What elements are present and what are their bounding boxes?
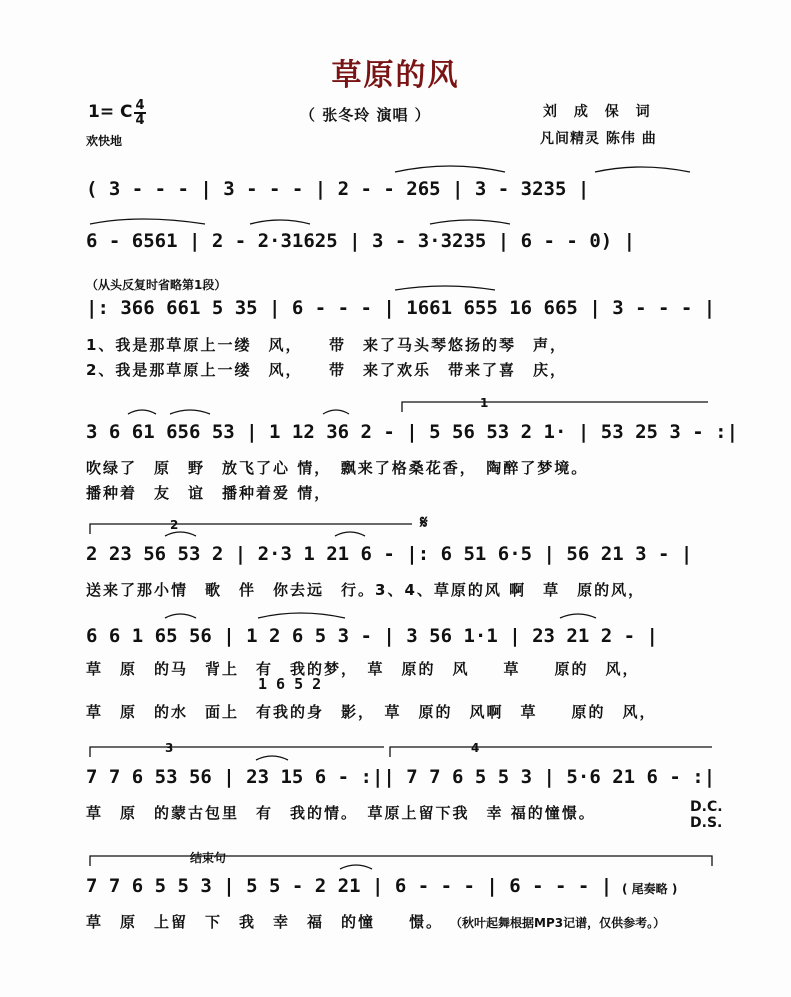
- dc-mark: D.C.: [690, 799, 723, 815]
- volta-4-label: 4: [471, 741, 480, 755]
- slur: [560, 614, 596, 618]
- notation-row-6: 6 6 1 65 56 | 1 2 6 5 3 - | 3 56 1·1 | 23 21 2 - |: [86, 625, 658, 647]
- slur: [430, 220, 510, 224]
- repeat-note: （从头反复时省略第1段）: [86, 278, 227, 292]
- slur: [595, 167, 690, 172]
- volta-1-label: 1: [480, 396, 489, 410]
- lyric-row-4-verse-2: 播种着 友 谊 播种着爱 情，: [86, 484, 332, 502]
- volta-1-bracket: [402, 402, 708, 412]
- slur: [395, 286, 495, 290]
- slur: [90, 219, 205, 224]
- volta-2-bracket: [90, 524, 412, 534]
- volta-2-label: 2: [170, 518, 179, 532]
- lyric-row-8: 草 原 上留 下 我 幸 福 的憧 憬。: [86, 913, 444, 931]
- lyric-row-7: 草 原 的蒙古包里 有 我的情。 草原上留下我 幸 福的憧憬。: [86, 804, 596, 822]
- lyricist-credit: 刘 成 保 词: [543, 104, 656, 120]
- time-signature-top: 4: [135, 98, 145, 113]
- volta-3-bracket: [90, 747, 384, 757]
- notation-row-3: |: 366 661 5 35 | 6 - - - | 1661 655 16 665 | 3 - - - |: [86, 297, 716, 319]
- slur: [250, 220, 310, 224]
- notation-row-7: 7 7 6 53 56 | 23 15 6 - :|| 7 7 6 5 5 3 | 5·6 21 6 - :|: [86, 766, 716, 788]
- alternate-notes: 1 6 5 2: [258, 675, 322, 693]
- volta-3-label: 3: [165, 741, 174, 755]
- slur: [335, 532, 365, 536]
- notation-row-4: 3 6 61 656 53 | 1 12 36 2 - | 5 56 53 2 1· | 53 25 3 - :|: [86, 421, 739, 443]
- lyric-row-6-verse-2: 草 原 的水 面上 有我的身 影， 草 原的 风啊 草 原的 风，: [86, 703, 657, 721]
- singer-credit: （ 张冬玲 演唱 ）: [300, 106, 431, 124]
- slur: [128, 410, 156, 414]
- notation-row-8: 7 7 6 5 5 3 | 5 5 - 2 21 | 6 - - - | 6 - - - |: [86, 875, 613, 897]
- ds-mark: D.S.: [690, 815, 723, 831]
- slur: [258, 613, 345, 618]
- song-title: 草原的风: [331, 58, 460, 93]
- slur: [165, 532, 196, 536]
- lyric-row-6-verse-1: 草 原 的马 背上 有 我的梦， 草 原的 风 草 原的 风，: [86, 660, 640, 678]
- lyric-row-4-verse-1: 吹绿了 原 野 放飞了心 情， 飘来了格桑花香， 陶醉了梦境。: [86, 459, 589, 477]
- outro-note: ( 尾奏略 ): [622, 882, 678, 896]
- lyric-row-3-verse-1: 1、我是那草原上一缕 风， 带 来了马头琴悠扬的琴 声，: [86, 336, 567, 354]
- slur: [395, 166, 505, 172]
- slur: [256, 756, 288, 760]
- slur: [170, 410, 210, 414]
- ending-bracket: [90, 856, 712, 866]
- composer-credit: 凡间精灵 陈伟 曲: [540, 131, 657, 147]
- time-signature-bottom: 4: [135, 113, 145, 128]
- slur: [165, 614, 196, 618]
- tempo-marking: 欢快地: [86, 134, 123, 148]
- key-signature: 1= C: [88, 102, 133, 122]
- notation-row-2: 6 - 6561 | 2 - 2·31625 | 3 - 3·3235 | 6 - - 0) |: [86, 230, 636, 252]
- notation-row-5: 2 23 56 53 2 | 2·3 1 21 6 - |: 6 51 6·5 | 56 21 3 - |: [86, 543, 693, 565]
- notation-row-1: ( 3 - - - | 3 - - - | 2 - - 265 | 3 - 3235 |: [86, 178, 590, 200]
- segno-sign: 𝄋: [420, 512, 428, 533]
- volta-4-bracket: [390, 747, 712, 757]
- footnote: （秋叶起舞根据MP3记谱，仅供参考。）: [450, 916, 666, 930]
- lyric-row-5: 送来了那小情 歌 伴 你去远 行。3、4、草原的风 啊 草 原的风，: [86, 581, 646, 599]
- ending-label: 结束句: [190, 851, 227, 865]
- slur: [340, 865, 372, 869]
- lyric-row-3-verse-2: 2、我是那草原上一缕 风， 带 来了欢乐 带来了喜 庆，: [86, 361, 567, 379]
- slur: [323, 410, 349, 414]
